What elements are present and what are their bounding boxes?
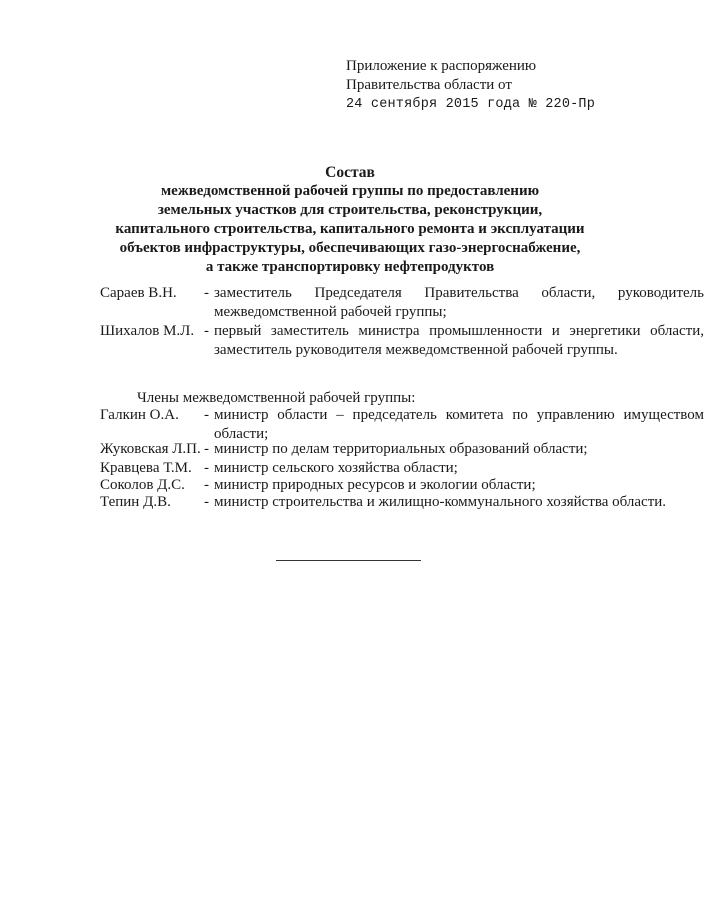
members-heading: Члены межведомственной рабочей группы: <box>137 390 416 406</box>
member-name: Соколов Д.С. <box>100 477 185 493</box>
appendix-line-2: Правительства области от <box>346 77 512 93</box>
title-line-1: межведомственной рабочей группы по предоставлению <box>160 183 540 199</box>
member-dash: - <box>204 460 209 476</box>
member-role: первый заместитель министра промышленности и энергетики области, заместитель руководителя межведомственной рабочей группы. <box>214 323 704 358</box>
member-role: министр по делам территориальных образований области; <box>214 441 588 457</box>
member-name: Галкин О.А. <box>100 407 179 423</box>
member-name: Жуковская Л.П. <box>100 441 201 457</box>
title-line-4: объектов инфраструктуры, обеспечивающих газо-энергоснабжение, <box>119 240 581 256</box>
member-dash: - <box>204 323 209 339</box>
member-role: заместитель Председателя Правительства области, руководитель межведомственной рабочей группы; <box>214 285 704 320</box>
title-line-5: а также транспортировку нефтепродуктов <box>205 259 495 275</box>
member-role: министр сельского хозяйства области; <box>214 460 458 476</box>
title-line-3: капитального строительства, капитального ремонта и эксплуатации <box>115 221 585 237</box>
appendix-date-line: 24 сентября 2015 года № 220-Пр <box>346 97 596 112</box>
member-dash: - <box>204 407 209 423</box>
member-name: Тепин Д.В. <box>100 494 171 510</box>
member-dash: - <box>204 477 209 493</box>
member-name: Шихалов М.Л. <box>100 323 195 339</box>
page-top-mark <box>305 0 333 1</box>
closing-separator-line <box>276 560 421 561</box>
member-dash: - <box>204 441 209 457</box>
member-role: министр природных ресурсов и экологии области; <box>214 477 536 493</box>
member-name: Сараев В.Н. <box>100 285 177 301</box>
member-role: министр строительства и жилищно-коммунального хозяйства области. <box>214 494 667 510</box>
member-role: министр области – председатель комитета по управлению имуществом области; <box>214 407 704 442</box>
member-name: Кравцева Т.М. <box>100 460 192 476</box>
member-dash: - <box>204 285 209 301</box>
document-title <box>80 163 620 277</box>
title-line-2: земельных участков для строительства, реконструкции, <box>157 202 543 218</box>
member-dash: - <box>204 494 209 510</box>
appendix-line-1: Приложение к распоряжению <box>346 58 537 74</box>
title-head: Состав <box>325 164 375 181</box>
appendix-block <box>346 57 595 114</box>
